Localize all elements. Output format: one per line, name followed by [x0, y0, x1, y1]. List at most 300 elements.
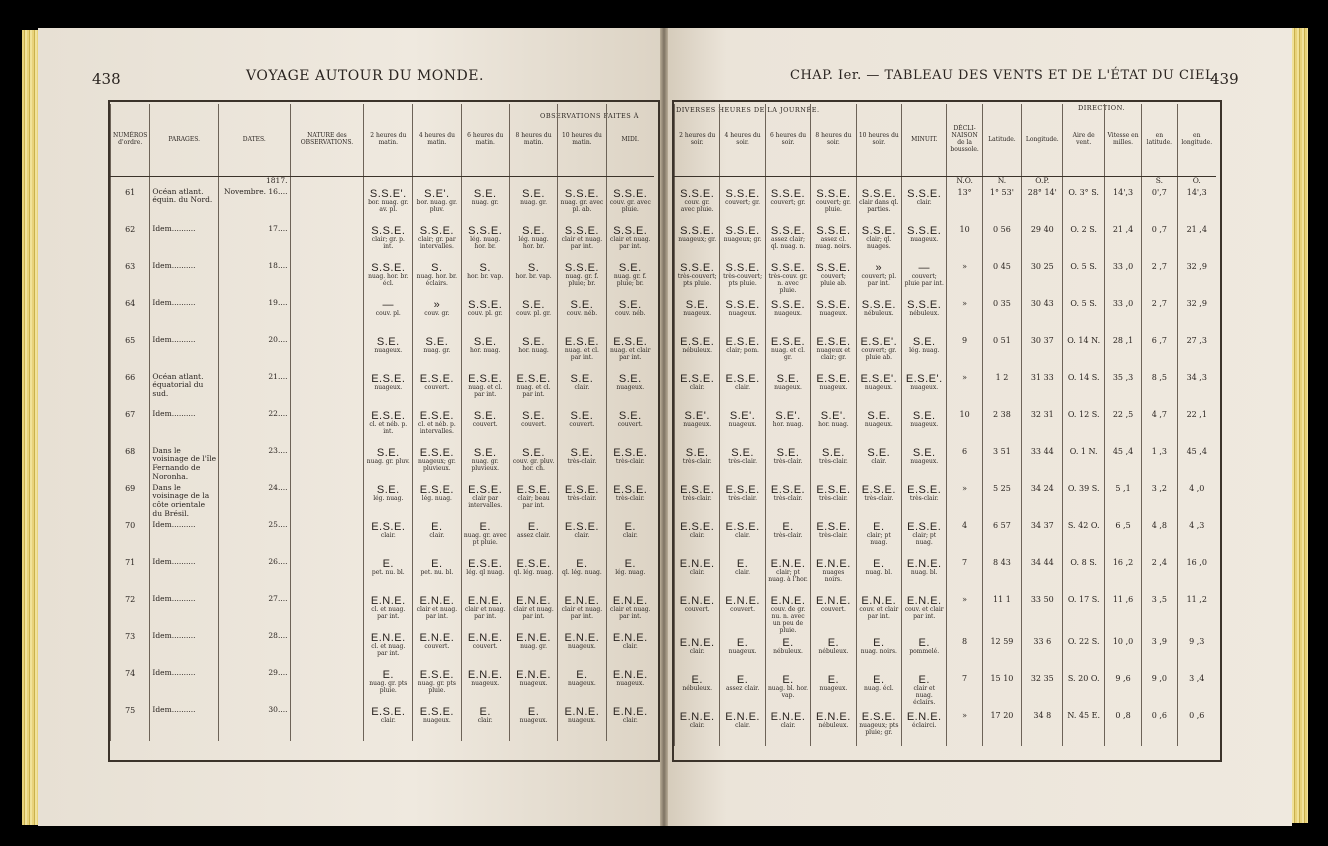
- row-number: 67: [111, 408, 150, 445]
- value-vit: 21 ,4: [1104, 223, 1141, 260]
- observation-cell: [902, 445, 947, 482]
- col-longitude: Longitude.: [1022, 104, 1063, 177]
- observation-cell: [461, 371, 509, 408]
- observation-cell: [461, 445, 509, 482]
- value-decl: 6: [947, 445, 982, 482]
- sky-state: nuages noirs.: [822, 569, 845, 584]
- wind-direction: S.S.E.: [371, 261, 406, 274]
- sky-state: couvert.: [472, 421, 498, 429]
- observation-cell: [413, 667, 461, 704]
- observation-cell: [675, 408, 720, 445]
- col-time-6m: 6 heures du matin.: [461, 104, 509, 177]
- value-elong: 32 ,9: [1177, 260, 1216, 297]
- value-lat: 5 25: [982, 482, 1021, 519]
- sky-state: très-clair.: [819, 495, 848, 503]
- observation-cell: [765, 519, 810, 556]
- day-label: 22....: [268, 408, 288, 418]
- sky-state: très-clair.: [615, 458, 645, 466]
- col-numeros: NUMÉROS d'ordre.: [111, 104, 150, 177]
- wind-direction: E.N.E.: [516, 631, 551, 644]
- wind-direction: E.: [918, 636, 930, 649]
- parage-cell: Idem..........: [150, 556, 219, 593]
- wind-direction: E.S.E.: [861, 710, 896, 723]
- wind-direction: E.N.E.: [516, 594, 551, 607]
- observation-cell: [461, 630, 509, 667]
- observation-cell: [856, 334, 901, 371]
- day-label: 29....: [268, 667, 288, 677]
- observation-cell: [856, 371, 901, 408]
- observation-cell: [413, 482, 461, 519]
- observation-cell: [720, 519, 765, 556]
- sky-state: hor. nuag.: [469, 347, 501, 355]
- wind-direction: E.S.E.: [770, 335, 806, 348]
- day-label: 20....: [268, 334, 288, 344]
- wind-direction: E.: [918, 673, 930, 686]
- wind-direction: E.: [873, 673, 885, 686]
- sky-state: nuageux et clair; gr.: [816, 347, 851, 362]
- sky-state: clair et nuag. par int.: [610, 236, 651, 251]
- wind-direction: E.S.E.: [419, 409, 454, 422]
- observation-cell: [509, 297, 557, 334]
- value-elat: 8 ,5: [1142, 371, 1177, 408]
- wind-direction: S.S.E.: [725, 261, 760, 274]
- observation-cell: [856, 593, 901, 635]
- sky-state: clair; pt nuag.: [912, 532, 937, 547]
- table-row: [111, 445, 655, 482]
- value-vit: 0 ,8: [1104, 709, 1141, 746]
- sky-state: nuag. gr. f. pluie; br.: [613, 273, 647, 288]
- observation-cell: [765, 408, 810, 445]
- observation-cell: [856, 635, 901, 672]
- sky-state: nuag. bl. hor. vap.: [767, 685, 809, 700]
- col-time-midi: MIDI.: [606, 104, 654, 177]
- wind-direction: S.S.E.: [680, 224, 715, 237]
- wind-direction: S.S.E.: [770, 224, 806, 237]
- sky-state: lég. nuag.: [373, 495, 404, 503]
- observation-cell: [364, 445, 413, 482]
- wind-direction: E.: [827, 636, 840, 649]
- wind-direction: —: [382, 298, 395, 311]
- value-elat: 6 ,7: [1142, 334, 1177, 371]
- value-long: 34 24: [1022, 482, 1063, 519]
- value-elong: 3 ,4: [1177, 672, 1216, 709]
- sky-state: nuageux.: [519, 717, 548, 725]
- observation-cell: [461, 186, 509, 223]
- wind-direction: S.E.: [867, 446, 891, 459]
- observation-cell: [856, 297, 901, 334]
- sky-state: clair.: [735, 532, 751, 540]
- wind-direction: E.: [782, 673, 794, 686]
- row-number: 63: [111, 260, 150, 297]
- observation-cell: [606, 371, 654, 408]
- wind-direction: S.S.E.: [680, 261, 715, 274]
- value-decl: »: [947, 260, 982, 297]
- wind-direction: E.S.E.: [419, 446, 454, 459]
- observation-cell: [902, 186, 947, 223]
- unit-decl: N.O.: [947, 177, 982, 186]
- sky-state: nuag. bl.: [865, 569, 893, 577]
- date-cell: [219, 593, 290, 630]
- observation-cell: [509, 667, 557, 704]
- sky-state: nuageux.: [819, 685, 848, 693]
- table-row: [675, 186, 1217, 223]
- observation-cell: [811, 371, 856, 408]
- observation-cell: [675, 519, 720, 556]
- wind-direction: S.E.: [570, 446, 594, 459]
- sky-state: clair.: [689, 648, 705, 656]
- observation-cell: [902, 672, 947, 709]
- wind-direction: E.S.E.: [564, 520, 599, 533]
- col-time-2m: 2 heures du matin.: [364, 104, 413, 177]
- day-label: 27....: [268, 593, 288, 603]
- day-label: 23....: [268, 445, 288, 455]
- value-elat: 2 ,4: [1142, 556, 1177, 593]
- row-number: 75: [111, 704, 150, 741]
- sky-state: assez clair; ql. nuag. n.: [770, 236, 806, 251]
- sky-state: nuageux.: [774, 384, 802, 392]
- value-lat: 17 20: [982, 709, 1021, 746]
- date-cell: [219, 482, 290, 519]
- observation-cell: [765, 223, 810, 260]
- sky-state: éclairci.: [912, 722, 937, 730]
- value-vit: 22 ,5: [1104, 408, 1141, 445]
- value-decl: »: [947, 371, 982, 408]
- sky-state: nuageux.: [683, 310, 712, 318]
- value-lat: 1 2: [982, 371, 1021, 408]
- value-elong: 22 ,1: [1177, 408, 1216, 445]
- row-number: 72: [111, 593, 150, 630]
- value-elat: 0 ,7: [1142, 223, 1177, 260]
- wind-direction: E.S.E'.: [905, 372, 943, 385]
- wind-direction: E.N.E.: [612, 594, 648, 607]
- observation-cell: [509, 630, 557, 667]
- observation-cell: [606, 408, 654, 445]
- wind-direction: S.E.: [522, 446, 545, 459]
- wind-direction: E.N.E.: [816, 557, 851, 570]
- value-elat: 3 ,5: [1142, 593, 1177, 635]
- value-aire: O. 22 S.: [1063, 635, 1104, 672]
- sky-state: nuag. bl.: [910, 569, 938, 577]
- wind-direction: E.N.E.: [725, 594, 760, 607]
- observation-cell: [461, 260, 509, 297]
- wind-direction: S.S.E.: [613, 187, 648, 200]
- table-row: [675, 482, 1217, 519]
- sky-state: couvert.: [521, 421, 547, 429]
- col-time-10m: 10 heures du matin.: [558, 104, 606, 177]
- sky-state: clair.: [689, 532, 705, 540]
- value-elong: 4 ,0: [1177, 482, 1216, 519]
- date-cell: [219, 223, 290, 260]
- observation-cell: [902, 334, 947, 371]
- right-running-head: CHAP. Ier. — TABLEAU DES VENTS ET DE L'ÉTAT DU CIEL.: [790, 68, 1219, 83]
- wind-direction: E.S.E.: [680, 335, 715, 348]
- observation-cell: [606, 260, 654, 297]
- wind-direction: S.S.E.: [564, 187, 599, 200]
- observation-cell: [765, 334, 810, 371]
- col-time-4m: 4 heures du matin.: [413, 104, 461, 177]
- sky-state: couv. pl. gr.: [516, 310, 551, 318]
- sky-state: nébuleux.: [863, 310, 894, 318]
- parage-cell: Idem..........: [150, 630, 219, 667]
- value-long: 34 37: [1022, 519, 1063, 556]
- observation-cell: [675, 556, 720, 593]
- wind-direction: E.: [873, 636, 885, 649]
- sky-state: très-clair.: [773, 495, 803, 503]
- table-row: [111, 482, 655, 519]
- observation-cell: [509, 482, 557, 519]
- sky-state: hor. nuag.: [772, 421, 804, 429]
- table-row: [675, 556, 1217, 593]
- value-long: 33 50: [1022, 593, 1063, 635]
- value-elat: 1 ,3: [1142, 445, 1177, 482]
- value-aire: O. 5 S.: [1063, 297, 1104, 334]
- unit-en-long: O.: [1177, 177, 1216, 186]
- observation-cell: [902, 297, 947, 334]
- sky-state: hor. br. vap.: [515, 273, 552, 281]
- wind-direction: S.E.: [425, 335, 449, 348]
- value-elong: 45 ,4: [1177, 445, 1216, 482]
- wind-direction: E.: [382, 668, 394, 681]
- sky-state: nuag. gr. pts pluie.: [369, 680, 408, 695]
- observation-cell: [413, 371, 461, 408]
- observation-cell: [902, 260, 947, 297]
- observation-cell: [720, 482, 765, 519]
- right-page-edge: [1292, 28, 1308, 823]
- value-long: 32 35: [1022, 672, 1063, 709]
- value-long: 32 31: [1022, 408, 1063, 445]
- sky-state: très-clair.: [567, 495, 597, 503]
- observation-cell: [675, 334, 720, 371]
- sky-state: clair.: [574, 384, 590, 392]
- wind-direction: S.E.: [522, 335, 545, 348]
- observation-cell: [413, 556, 461, 593]
- row-number: 71: [111, 556, 150, 593]
- nature-cell: [290, 556, 364, 593]
- row-number: 74: [111, 667, 150, 704]
- table-row: [111, 630, 655, 667]
- observation-cell: [413, 408, 461, 445]
- sky-state: clair.: [916, 199, 932, 207]
- wind-direction: S.E.: [522, 224, 545, 237]
- date-cell: [219, 704, 290, 741]
- unit-lat: N.: [982, 177, 1021, 186]
- right-page-number: 439: [1210, 70, 1239, 88]
- row-number: 62: [111, 223, 150, 260]
- observation-cell: [902, 482, 947, 519]
- observation-cell: [902, 556, 947, 593]
- wind-direction: E.S.E.: [907, 520, 942, 533]
- table-row: [675, 297, 1217, 334]
- wind-direction: S.E.: [473, 446, 497, 459]
- observation-cell: [675, 186, 720, 223]
- wind-direction: E.: [736, 673, 749, 686]
- sky-state: bor. nuag. gr. pluv.: [416, 199, 458, 214]
- value-long: 34 8: [1022, 709, 1063, 746]
- day-label: 26....: [268, 556, 288, 566]
- sky-state: très-clair.: [773, 532, 803, 540]
- sky-state: couv. gr. pluv. hor. ch.: [512, 458, 555, 473]
- left-observations-table: [110, 104, 654, 741]
- wind-direction: E.S.E.: [371, 372, 406, 385]
- nature-cell: [290, 704, 364, 741]
- observation-cell: [675, 297, 720, 334]
- sky-state: nuageux.: [374, 347, 403, 355]
- wind-direction: S.E'.: [775, 409, 801, 422]
- table-row: [675, 371, 1217, 408]
- observation-cell: [509, 704, 557, 741]
- value-elong: 0 ,6: [1177, 709, 1216, 746]
- wind-direction: E.N.E.: [906, 557, 942, 570]
- wind-direction: E.S.E'.: [860, 372, 898, 385]
- wind-direction: S.E.: [376, 483, 400, 496]
- col-aire: Aire de vent.: [1063, 104, 1104, 177]
- wind-direction: S.S.E.: [725, 224, 760, 237]
- date-cell: [219, 519, 290, 556]
- sky-state: ql. lég. nuag.: [513, 569, 554, 577]
- sky-state: nuageux.: [864, 384, 893, 392]
- wind-direction: S.S.E.: [770, 298, 806, 311]
- sky-state: clair.: [380, 532, 396, 540]
- wind-direction: E.S.E.: [564, 335, 599, 348]
- sky-state: nuag. et cl. par int.: [468, 384, 503, 399]
- value-elat: 4 ,8: [1142, 519, 1177, 556]
- value-elat: 3 ,9: [1142, 635, 1177, 672]
- wind-direction: S.S.E.: [816, 224, 851, 237]
- value-long: 33 44: [1022, 445, 1063, 482]
- wind-direction: »: [875, 261, 883, 274]
- observation-cell: [902, 223, 947, 260]
- wind-direction: E.S.E.: [613, 335, 648, 348]
- sky-state: très-clair.: [682, 495, 712, 503]
- observation-cell: [364, 482, 413, 519]
- sky-state: clair et nuag. par int.: [561, 606, 603, 621]
- observation-cell: [811, 223, 856, 260]
- sky-state: nuageux; gr.: [723, 236, 762, 244]
- observation-cell: [606, 445, 654, 482]
- wind-direction: S.E.: [376, 446, 400, 459]
- sky-state: couvert.: [569, 421, 595, 429]
- wind-direction: S.E'.: [684, 409, 710, 422]
- sky-state: nuageux.: [471, 680, 500, 688]
- col-time-2s: 2 heures du soir.: [675, 104, 720, 177]
- year-label: 1817.: [219, 177, 290, 186]
- sky-state: lég. nuag.: [615, 569, 646, 577]
- wind-direction: E.S.E.: [816, 372, 851, 385]
- nature-cell: [290, 297, 364, 334]
- wind-direction: S.E.: [570, 298, 594, 311]
- value-aire: S. 20 O.: [1063, 672, 1104, 709]
- value-decl: 10: [947, 408, 982, 445]
- observation-cell: [765, 556, 810, 593]
- observation-cell: [558, 667, 606, 704]
- sky-state: nuag. gr. pluvieux.: [471, 458, 500, 473]
- observation-cell: [902, 635, 947, 672]
- sky-state: couvert; gr. pluie ab.: [861, 347, 897, 362]
- parage-cell: Idem..........: [150, 593, 219, 630]
- sky-state: clair.: [574, 532, 590, 540]
- value-lat: 11 1: [982, 593, 1021, 635]
- value-long: 30 37: [1022, 334, 1063, 371]
- wind-direction: E.N.E.: [679, 557, 715, 570]
- value-decl: 8: [947, 635, 982, 672]
- wind-direction: »: [433, 298, 441, 311]
- observation-cell: [811, 297, 856, 334]
- observation-cell: [413, 297, 461, 334]
- value-aire: O. 14 S.: [1063, 371, 1104, 408]
- sky-state: nuag. gr.: [520, 643, 548, 651]
- day-label: 21....: [268, 371, 288, 381]
- value-vit: 33 ,0: [1104, 260, 1141, 297]
- observation-cell: [461, 408, 509, 445]
- sky-state: clair.: [622, 532, 638, 540]
- col-time-6s: 6 heures du soir.: [765, 104, 810, 177]
- parage-cell: Idem..........: [150, 297, 219, 334]
- observation-cell: [606, 630, 654, 667]
- nature-cell: [290, 186, 364, 223]
- observation-cell: [811, 445, 856, 482]
- sky-state: très-clair.: [567, 458, 597, 466]
- table-row: [675, 223, 1217, 260]
- value-elat: 3 ,2: [1142, 482, 1177, 519]
- right-observations-table: [674, 104, 1216, 746]
- sky-state: clair; pt nuag. à l'hor.: [768, 569, 808, 584]
- sky-state: nuageux.: [910, 421, 939, 429]
- observation-cell: [364, 667, 413, 704]
- sky-state: très-couvert; pts pluie.: [723, 273, 763, 288]
- sky-state: nuag. gr. f. pluie; br.: [565, 273, 599, 288]
- parage-cell: Idem..........: [150, 408, 219, 445]
- observation-cell: [811, 593, 856, 635]
- wind-direction: S.E.: [685, 446, 709, 459]
- wind-direction: E.S.E.: [613, 483, 648, 496]
- wind-direction: E.: [576, 668, 588, 681]
- sky-state: hor. nuag.: [518, 347, 549, 355]
- observation-cell: [720, 297, 765, 334]
- sky-state: couvert.: [617, 421, 643, 429]
- row-number: 69: [111, 482, 150, 519]
- col-time-8s: 8 heures du soir.: [811, 104, 856, 177]
- row-number: 64: [111, 297, 150, 334]
- row-number: 65: [111, 334, 150, 371]
- wind-direction: S.E.: [618, 372, 642, 385]
- observation-cell: [509, 260, 557, 297]
- table-row: [111, 519, 655, 556]
- col-time-4s: 4 heures du soir.: [720, 104, 765, 177]
- sky-state: clair et nuag. éclairs.: [913, 685, 936, 707]
- wind-direction: S.E.: [618, 261, 642, 274]
- observation-cell: [811, 519, 856, 556]
- sky-state: nuag. gr. avec pt pluie.: [463, 532, 507, 547]
- observation-cell: [720, 635, 765, 672]
- sky-state: couv. néb.: [615, 310, 646, 318]
- sky-state: nuag. gr. pluv.: [366, 458, 410, 466]
- value-vit: 10 ,0: [1104, 635, 1141, 672]
- value-decl: 9: [947, 334, 982, 371]
- sky-state: couv. néb.: [566, 310, 598, 318]
- observation-cell: [720, 672, 765, 709]
- sky-state: couvert; gr. pluie.: [815, 199, 851, 214]
- observation-cell: [856, 672, 901, 709]
- sky-state: très-clair.: [728, 495, 758, 503]
- wind-direction: E.S.E.: [861, 483, 896, 496]
- left-page-edge: [22, 30, 38, 825]
- observation-cell: [364, 408, 413, 445]
- book-gutter: [660, 28, 668, 826]
- observation-cell: [461, 334, 509, 371]
- parage-cell: Idem..........: [150, 519, 219, 556]
- wind-direction: S.S.E.: [907, 298, 942, 311]
- sky-state: pet. nu. bl.: [420, 569, 454, 577]
